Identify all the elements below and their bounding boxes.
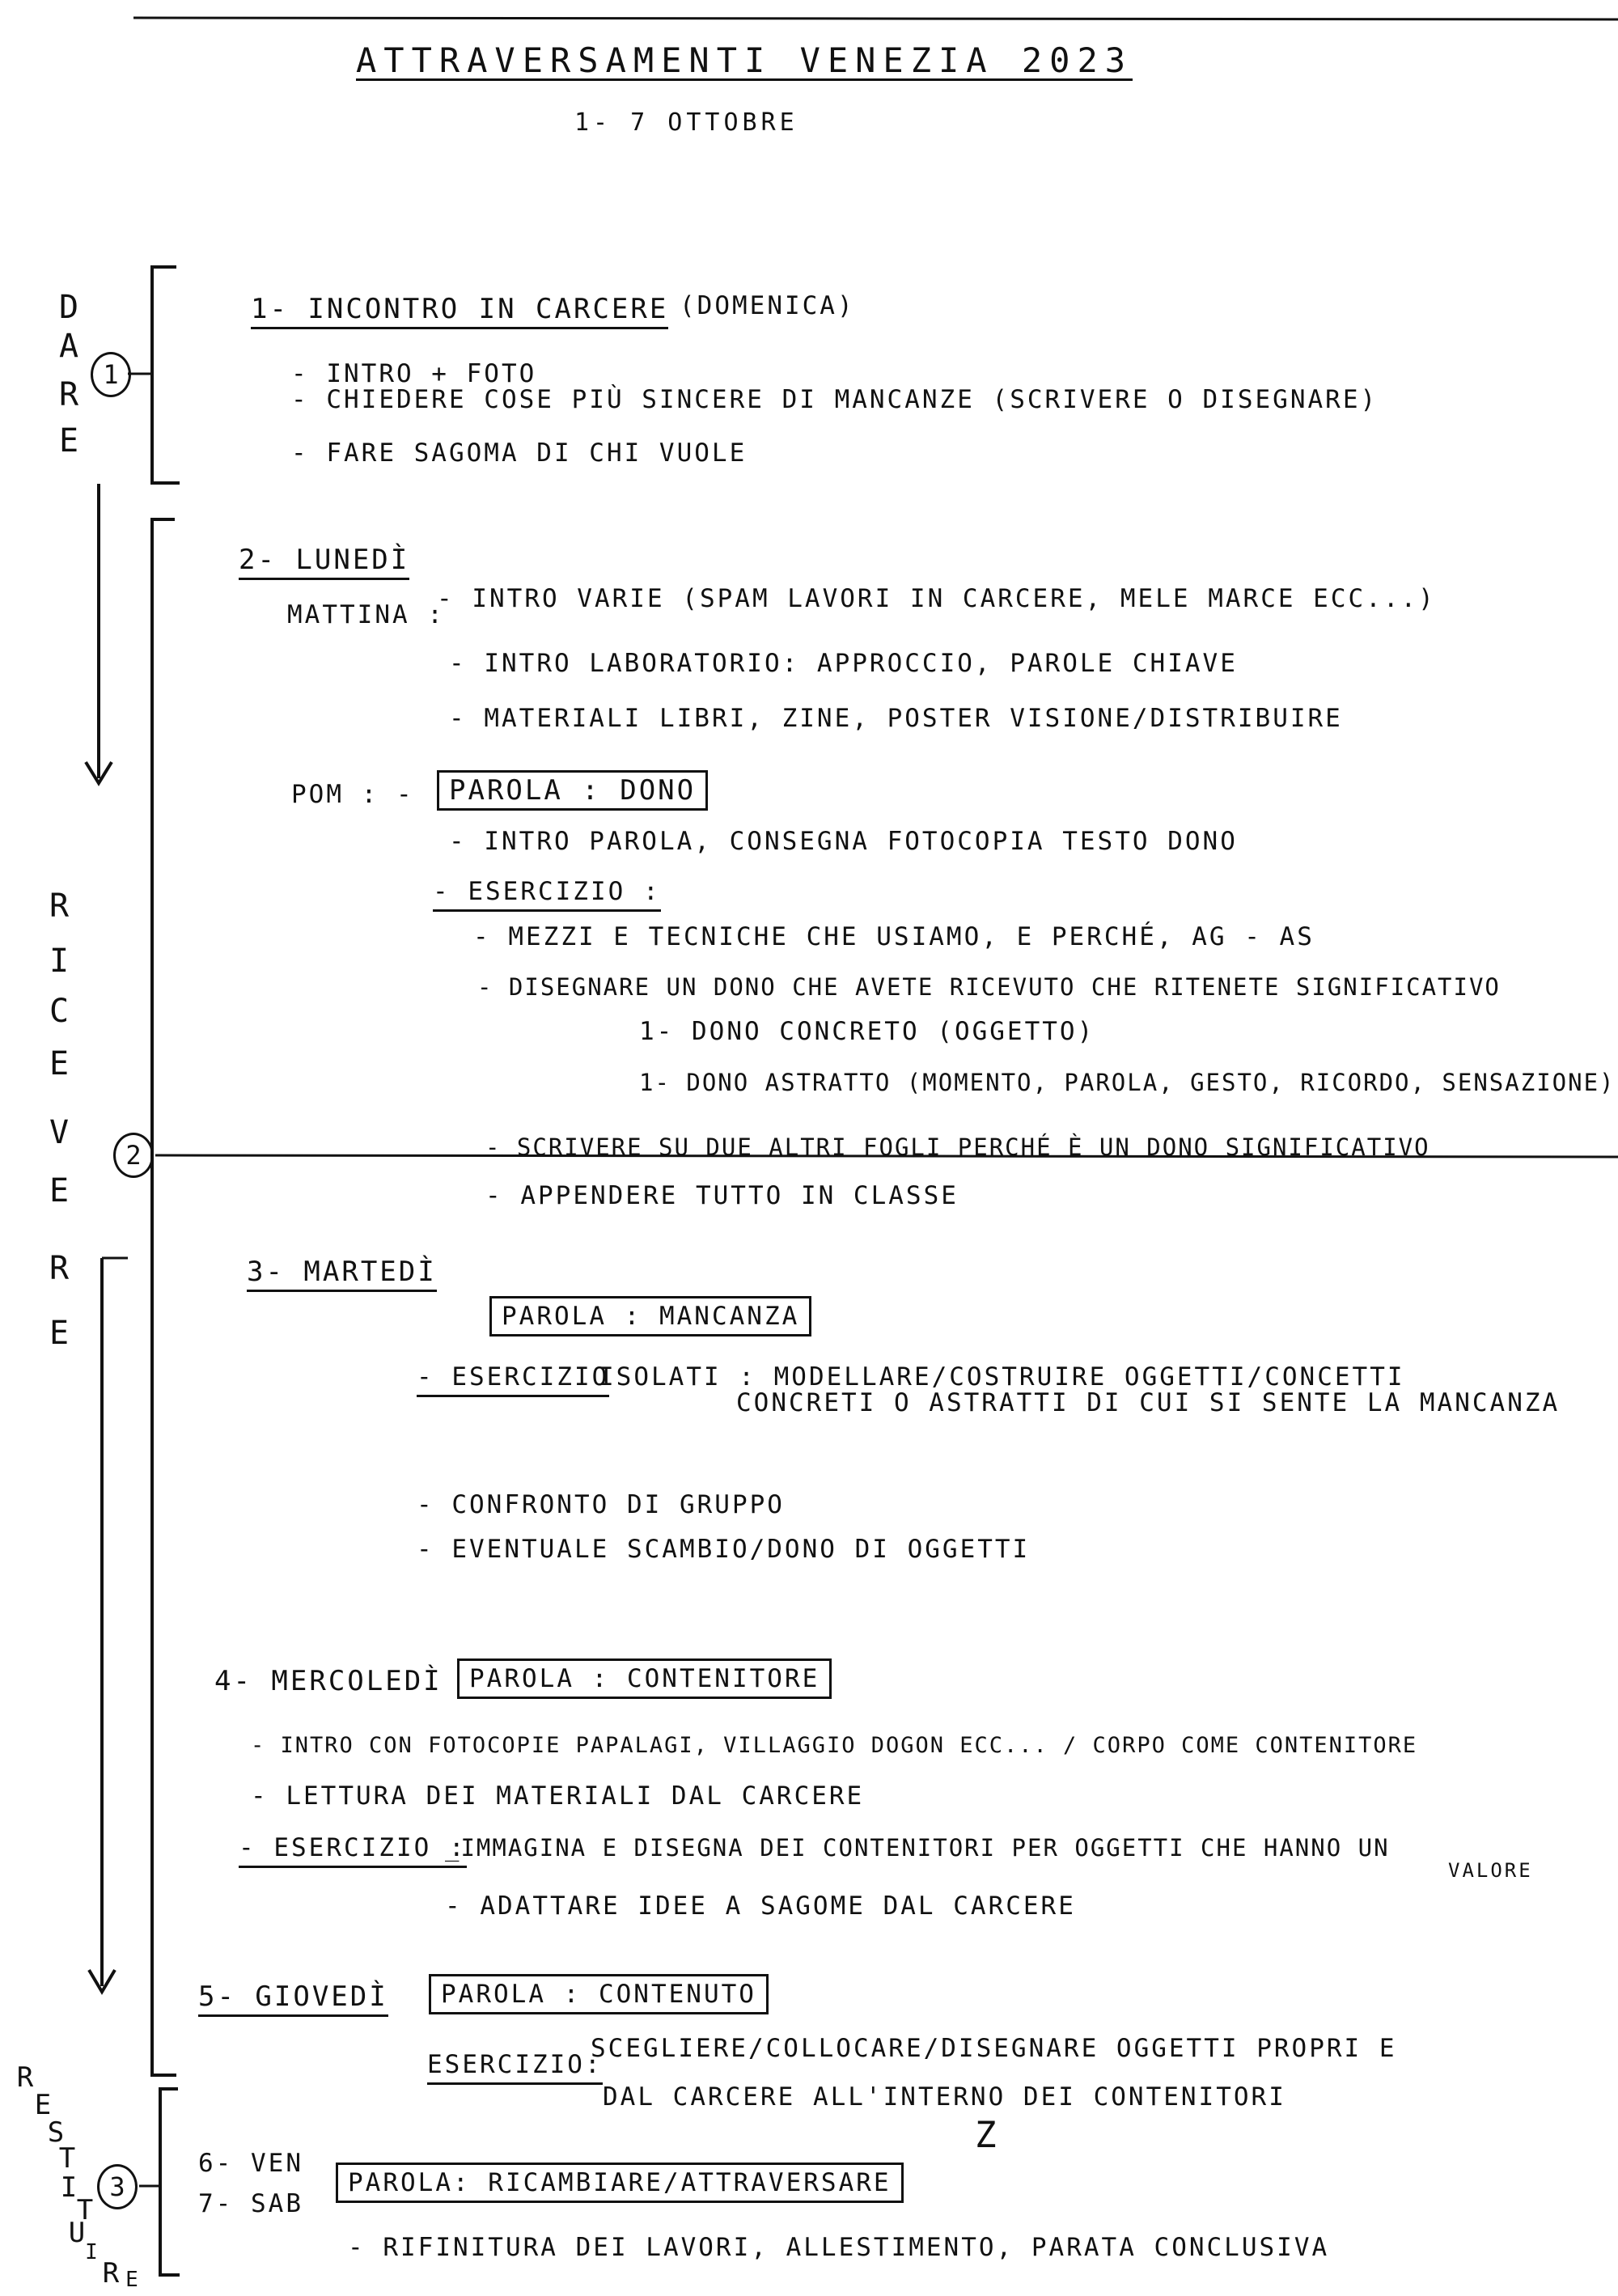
session-6-day: 6- VEN [198, 2149, 303, 2178]
session-3-parola-box: PAROLA : MANCANZA [489, 1296, 811, 1337]
phase-letter: T [76, 2194, 94, 2226]
session-5-esercizio-text: SCEGLIERE/COLLOCARE/DISEGNARE OGGETTI PROPRI E [591, 2034, 1397, 2063]
session-2-parola-box: PAROLA : DONO [437, 770, 708, 811]
session-2-mattina-item: - INTRO LABORATORIO: APPROCCIO, PAROLE CHIAVE [449, 649, 1238, 678]
phase-letter: E [49, 1315, 70, 1352]
phase-letter: D [58, 289, 79, 326]
session-3-item: - CONFRONTO DI GRUPPO [417, 1490, 785, 1519]
session-3-esercizio-text: ISOLATI : MODELLARE/COSTRUIRE OGGETTI/CONCETTI [599, 1362, 1405, 1392]
session-1-note: (DOMENICA) [680, 291, 855, 320]
top-rule [133, 18, 1618, 19]
session-5-parola-box: PAROLA : CONTENUTO [429, 1974, 769, 2014]
phase-number-1: 1 [91, 352, 131, 397]
session-2-mattina-item: - MATERIALI LIBRI, ZINE, POSTER VISIONE/DISTRIBUIRE [449, 704, 1343, 733]
phase-letter: R [49, 1250, 70, 1287]
session-4-esercizio-label: - ESERCIZIO : [239, 1832, 467, 1868]
phase-letter: E [49, 1045, 70, 1082]
phase-letter: A [58, 328, 79, 365]
phase-letter: S [47, 2116, 65, 2149]
phase-letter: R [102, 2257, 120, 2290]
session-1-item: - FARE SAGOMA DI CHI VUOLE [291, 438, 748, 468]
bracket-dare [152, 267, 180, 483]
bracket-restituire [160, 2089, 180, 2275]
session-1-item: - CHIEDERE COSE PIÙ SINCERE DI MANCANZE (SCRIVERE O DISEGNARE) [291, 385, 1379, 414]
session-6-mark: Ζ [975, 2115, 999, 2156]
session-4-item: - INTRO CON FOTOCOPIE PAPALAGI, VILLAGGIO DOGON ECC... / CORPO COME CONTENITORE [251, 1733, 1418, 1758]
session-4-esercizio-cont: VALORE [1448, 1859, 1533, 1882]
session-4-parola-box: PAROLA : CONTENITORE [457, 1658, 832, 1699]
phase-letter: I [85, 2240, 98, 2264]
session-3-heading: 3- MARTEDÌ [247, 1256, 437, 1292]
phase-letter: I [60, 2171, 78, 2204]
phase-number-3: 3 [97, 2164, 138, 2209]
session-2-final-item: - SCRIVERE SU DUE ALTRI FOGLI PERCHÉ È UN DONO SIGNIFICATIVO [485, 1133, 1430, 1161]
session-2-esercizio-item: - MEZZI E TECNICHE CHE USIAMO, E PERCHÉ, AG - AS [473, 922, 1315, 951]
session-2-pom-item: - INTRO PAROLA, CONSEGNA FOTOCOPIA TESTO DONO [449, 827, 1238, 856]
phase-letter: U [68, 2217, 86, 2249]
phase-letter: E [34, 2089, 52, 2121]
session-3-esercizio-text: CONCRETI O ASTRATTI DI CUI SI SENTE LA MANCANZA [736, 1388, 1561, 1417]
session-2-esercizio-label: - ESERCIZIO : [433, 875, 661, 912]
session-3-esercizio-label: - ESERCIZIO [417, 1361, 609, 1397]
page-dates: 1- 7 OTTOBRE [574, 108, 798, 137]
session-5-heading: 5- GIOVEDÌ [198, 1980, 388, 2017]
session-5-esercizio-text: DAL CARCERE ALL'INTERNO DEI CONTENITORI [603, 2082, 1286, 2112]
session-2-esercizio-item: - DISEGNARE UN DONO CHE AVETE RICEVUTO CHE RITENETE SIGNIFICATIVO [477, 973, 1501, 1001]
session-4-heading: 4- MERCOLEDÌ [214, 1665, 443, 1697]
session-1-item: - INTRO + FOTO [291, 359, 537, 388]
session-6-item: - RIFINITURA DEI LAVORI, ALLESTIMENTO, PARATA CONCLUSIVA [348, 2233, 1330, 2262]
session-3-item: - EVENTUALE SCAMBIO/DONO DI OGGETTI [417, 1535, 1031, 1564]
session-5-esercizio-label: ESERCIZIO: [427, 2048, 603, 2085]
phase-letter: R [58, 376, 79, 413]
session-2-mattina-item: - INTRO VARIE (SPAM LAVORI IN CARCERE, MELE MARCE ECC...) [437, 584, 1436, 613]
session-2-mattina-label: MATTINA : [287, 600, 445, 629]
session-4-item: - LETTURA DEI MATERIALI DAL CARCERE [251, 1781, 865, 1811]
session-2-final-item: - APPENDERE TUTTO IN CLASSE [485, 1181, 959, 1210]
phase-number-2: 2 [113, 1133, 154, 1178]
session-2-dono-item: 1- DONO ASTRATTO (MOMENTO, PAROLA, GESTO, RICORDO, SENSAZIONE) [639, 1069, 1616, 1096]
phase-letter: T [58, 2142, 76, 2175]
session-1-heading: 1- INCONTRO IN CARCERE [251, 293, 668, 329]
phase-letter: R [49, 887, 70, 925]
session-2-heading: 2- LUNEDÌ [239, 544, 409, 580]
phase-letter: E [125, 2268, 138, 2292]
phase-letter: C [49, 993, 70, 1030]
page-title: ATTRAVERSAMENTI VENEZIA 2023 [356, 40, 1133, 80]
phase-letter: E [49, 1172, 70, 1209]
session-6-day: 7- SAB [198, 2189, 303, 2218]
session-4-esercizio-text: _IMMAGINA E DISEGNA DEI CONTENITORI PER OGGETTI CHE HANNO UN [445, 1834, 1390, 1862]
bracket-ricevere [152, 519, 176, 2075]
phase-letter: V [49, 1114, 70, 1151]
session-4-extra: - ADATTARE IDEE A SAGOME DAL CARCERE [445, 1891, 1076, 1921]
phase-letter: I [49, 943, 70, 980]
phase-letter: E [58, 422, 79, 460]
session-2-dono-item: 1- DONO CONCRETO (OGGETTO) [639, 1017, 1095, 1046]
phase-letter: R [16, 2061, 34, 2094]
session-2-pom-label: POM : - [291, 780, 414, 809]
session-6-parola-box: PAROLA: RICAMBIARE/ATTRAVERSARE [336, 2163, 904, 2203]
